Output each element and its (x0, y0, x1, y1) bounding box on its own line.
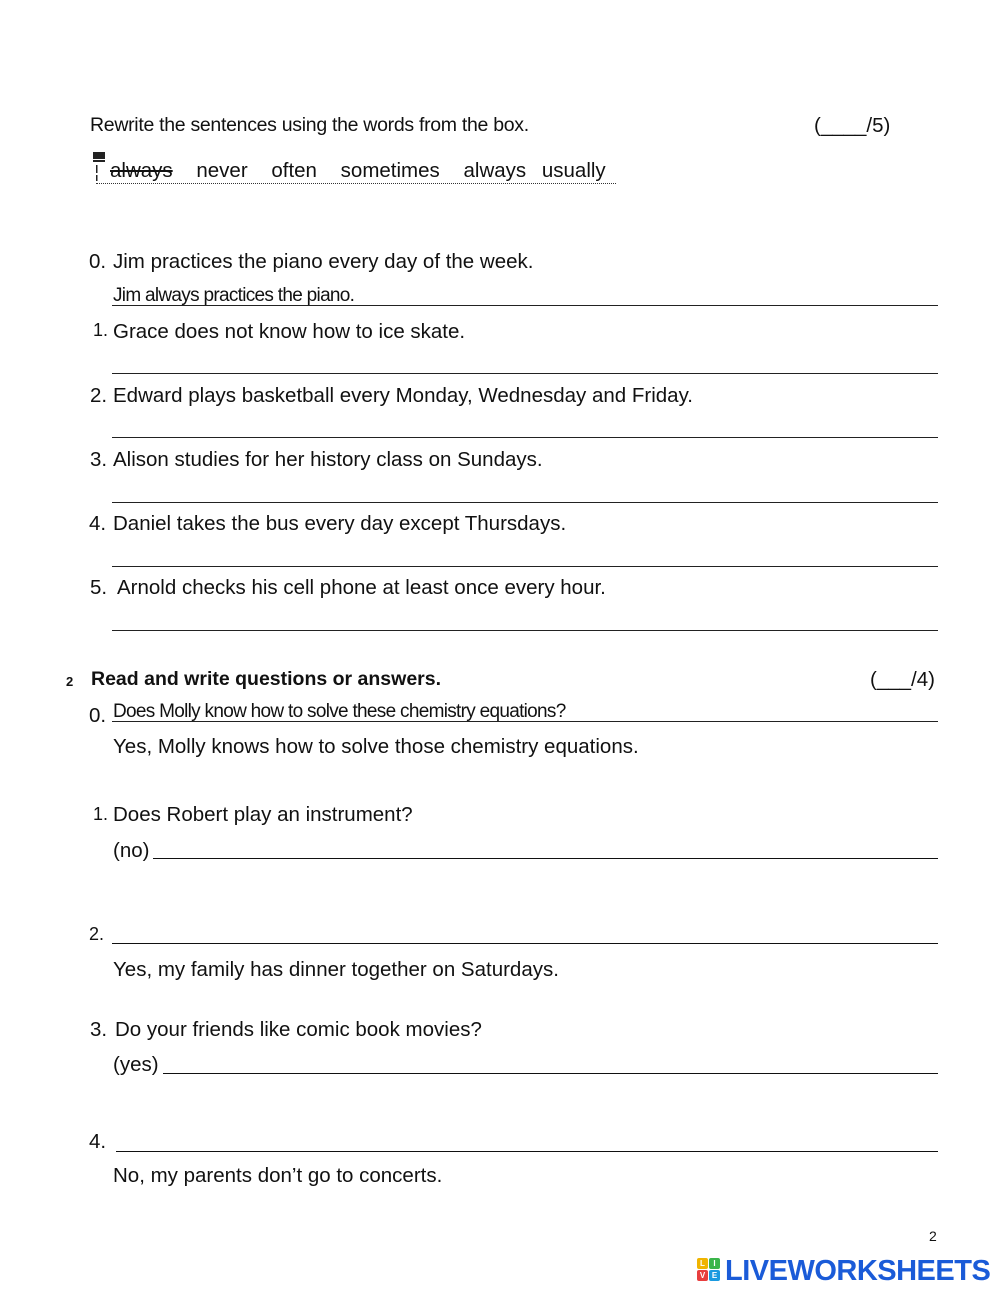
question-line[interactable] (112, 943, 938, 944)
item-hint: (yes) (113, 1053, 159, 1076)
logo-cube: I (709, 1258, 720, 1269)
word-option: always (110, 159, 173, 182)
item-answer: No, my parents don’t go to concerts. (113, 1164, 443, 1187)
liveworksheets-logo (697, 1255, 990, 1287)
section1-score: (____/5) (814, 114, 891, 137)
section2-instruction: Read and write questions or answers. (91, 668, 442, 690)
item-number: 2. (90, 384, 108, 407)
section2-score: (___/4) (870, 668, 935, 691)
logo-text: LIVEWORKSHEETS (725, 1254, 991, 1287)
item-prompt: Daniel takes the bus every day except Thursdays. (113, 512, 567, 535)
answer-line[interactable] (112, 305, 938, 306)
item-prompt: Jim practices the piano every day of the week. (113, 250, 534, 273)
item-number: 1. (93, 320, 109, 340)
example-answer: Jim always practices the piano. (113, 285, 355, 306)
item-prompt: Alison studies for her history class on Sundays. (113, 448, 543, 471)
answer-line[interactable] (163, 1073, 938, 1074)
word-box-words (110, 159, 624, 183)
item-number: 0. (89, 704, 107, 727)
item-prompt: Arnold checks his cell phone at least once every hour. (117, 576, 606, 599)
item-number: 5. (90, 576, 108, 599)
item-number: 0. (89, 250, 107, 273)
answer-line[interactable] (112, 721, 938, 722)
answer-line[interactable] (112, 566, 938, 567)
word-option: never (196, 159, 248, 182)
item-hint: (no) (113, 839, 150, 862)
answer-line[interactable] (112, 373, 938, 374)
answer-line[interactable] (112, 437, 938, 438)
answer-line[interactable] (112, 502, 938, 503)
question-line[interactable] (116, 1151, 938, 1152)
text-cursor-icon (93, 152, 107, 186)
word-option: usually (541, 159, 606, 182)
logo-cubes-icon (697, 1258, 723, 1284)
item-number: 3. (90, 1018, 108, 1041)
item-prompt: Edward plays basketball every Monday, Wednesday and Friday. (113, 384, 693, 407)
word-option: always (463, 159, 527, 182)
item-question: Does Robert play an instrument? (113, 803, 413, 826)
item-number: 2. (89, 924, 105, 944)
item-answer: Yes, my family has dinner together on Saturdays. (113, 958, 559, 981)
item-answer: Yes, Molly knows how to solve those chemistry equations. (113, 735, 639, 758)
page-number: 2 (929, 1228, 937, 1244)
item-number: 1. (93, 804, 109, 824)
item-question: Do your friends like comic book movies? (115, 1018, 482, 1041)
item-number: 4. (89, 1130, 107, 1153)
item-number: 3. (90, 448, 108, 471)
item-number: 4. (89, 512, 107, 535)
answer-line[interactable] (112, 630, 938, 631)
example-question: Does Molly know how to solve these chemistry equations? (113, 701, 566, 722)
item-prompt: Grace does not know how to ice skate. (113, 320, 466, 343)
section1-instruction: Rewrite the sentences using the words from the box. (90, 114, 529, 136)
word-option: sometimes (340, 159, 440, 182)
word-option: often (271, 159, 317, 182)
section2-number: 2 (66, 674, 74, 689)
logo-cube: V (697, 1270, 708, 1281)
logo-cube: E (709, 1270, 720, 1281)
answer-line[interactable] (153, 858, 938, 859)
logo-cube: L (697, 1258, 708, 1269)
